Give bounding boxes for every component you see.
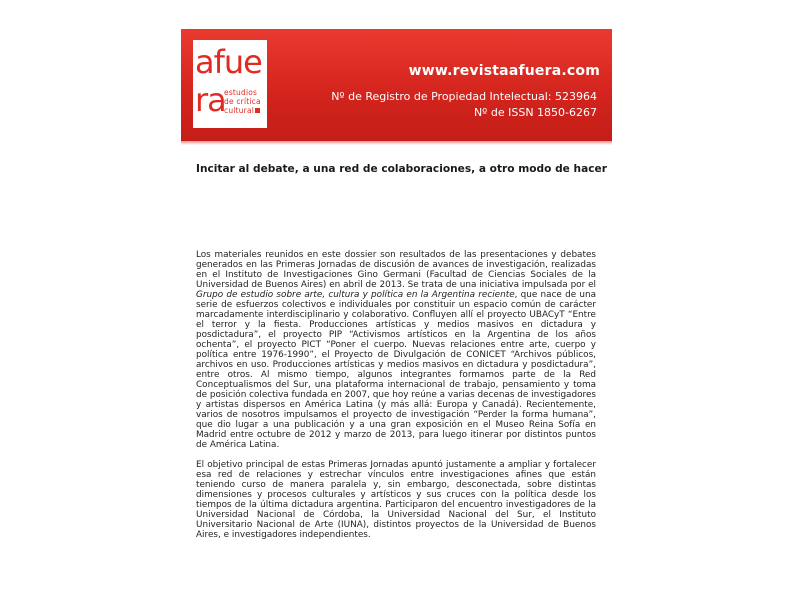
- afuera-logo: [193, 40, 267, 128]
- paragraph-1: [196, 250, 596, 450]
- header-banner-shadow: [181, 141, 612, 145]
- issn-number: Nº de ISSN 1850-6267: [473, 106, 597, 119]
- logo-tagline: [224, 88, 261, 115]
- paragraph-1-start: Los materiales reunidos en este dossier son resultados de las presentaciones y debates generados en las Primeras Jornadas de discusión de avances de investigación, realizadas en el Instituto de Investigaciones Gino Germani (Facultad de Ciencias Sociales de la Universidad de Buenos Aires) en abril de 2013. Se trata de una iniciativa impulsada por el: [196, 250, 596, 290]
- logo-word-bottom: ra: [195, 81, 226, 119]
- paragraph-1-italic: Grupo de estudio sobre arte, cultura y política en la Argentina reciente: [196, 290, 515, 300]
- registro-propiedad: Nº de Registro de Propiedad Intelectual: 523964: [331, 90, 597, 103]
- paragraph-1-end: , que nace de una serie de esfuerzos colectivos e individuales por constituir un espacio común de carácter marcadamente interdisciplinario y colaborativo. Confluyen allí el proyecto UBACyT “Entre el terror y la fiesta. Producciones artísticas y medios masivos en dictadura y posdictadura”, el proyecto PIP “Activismos artísticos en la Argentina de los años ochenta”, el proyecto PICT “Poner el cuerpo. Nuevas relaciones entre arte, cuerpo y política entre 1976-1990”, el Proyecto de Divulgación de CONICET “Archivos públicos, archivos en uso. Producciones artísticas y medios masivos en dictadura y posdictadura”, entre otros. Al mismo tiempo, algunos integrantes formamos parte de la Red Conceptualismos del Sur, una plataforma internacional de trabajo, pensamiento y toma de posición colectiva fundada en 2007, que hoy reúne a varias decenas de investigadores y artistas dispersos en América Latina (y más allá: Europa y Canadá). Recientemente, varios de nosotros impulsamos el proyecto de investigación “Perder la forma humana”, que dio lugar a una publicación y a una gran exposición en el Museo Reina Sofía en Madrid entre octubre de 2012 y marzo de 2013, para luego itinerar por distintos puntos de América Latina.: [196, 290, 596, 450]
- logo-word-top: afue: [195, 43, 262, 81]
- logo-tagline-3: [224, 106, 261, 115]
- logo-tagline-3-text: cultural: [224, 106, 255, 115]
- site-url: www.revistaafuera.com: [408, 63, 600, 79]
- article-body: [196, 250, 596, 540]
- logo-tagline-1: estudios: [224, 88, 258, 97]
- logo-tagline-2: de crítica: [224, 97, 261, 106]
- logo-square-icon: [255, 108, 260, 113]
- article-subtitle: Incitar al debate, a una red de colaboraciones, a otro modo de hacer: [196, 163, 607, 175]
- paragraph-2: El objetivo principal de estas Primeras Jornadas apuntó justamente a ampliar y fortalecer esa red de relaciones y estrechar vínculos entre investigaciones afines que están teniendo curso de manera paralela y, sin embargo, desconectada, sobre distintas dimensiones y procesos culturales y artísticos y sus cruces con la política desde los tiempos de la última dictadura argentina. Participaron del encuentro investigadores de la Universidad Nacional de Córdoba, la Universidad Nacional del Sur, el Instituto Universitario Nacional de Arte (IUNA), distintos proyectos de la Universidad de Buenos Aires, e investigadores independientes.: [196, 460, 596, 540]
